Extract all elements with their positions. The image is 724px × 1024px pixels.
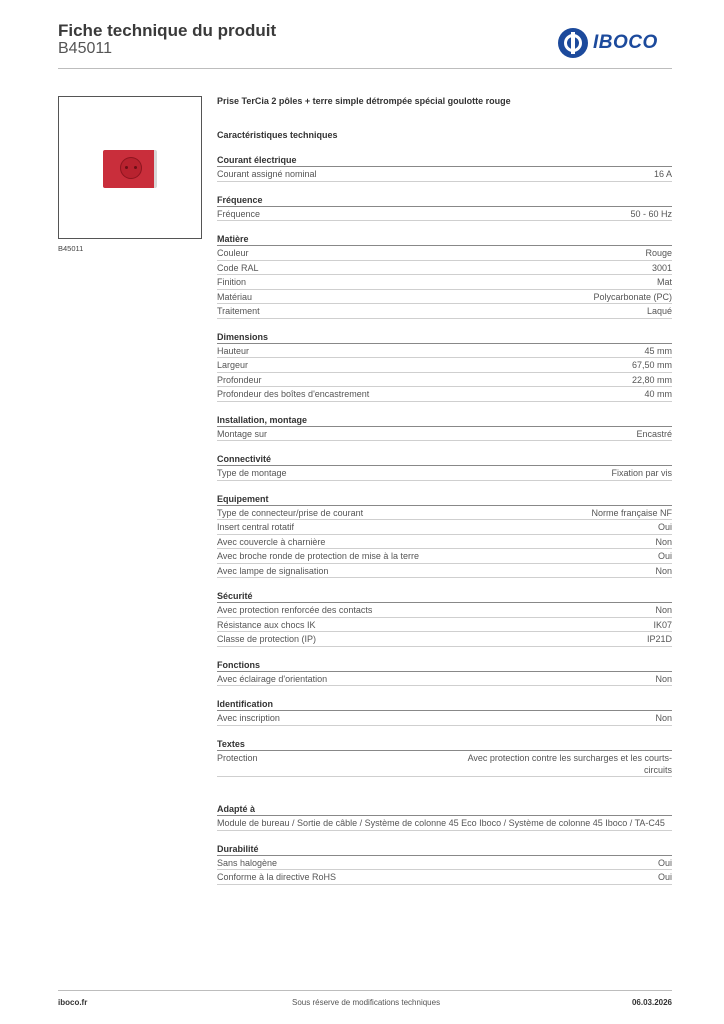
spec-label: Montage sur (217, 428, 268, 439)
spec-section (217, 738, 672, 777)
section-title: Identification (217, 698, 672, 711)
spec-value: 67,50 mm (631, 360, 672, 370)
spec-value: 40 mm (644, 389, 672, 399)
spec-value: IK07 (653, 619, 672, 630)
spec-row (217, 261, 672, 276)
spec-section (217, 453, 672, 481)
spec-value: Laqué (646, 306, 672, 316)
spec-row (217, 535, 672, 550)
spec-value: Non (655, 536, 672, 547)
spec-row (217, 549, 672, 564)
spec-label: Avec éclairage d'orientation (217, 673, 328, 684)
product-name: Prise TerCia 2 pôles + terre simple détrompée spécial goulotte rouge (217, 96, 511, 106)
iboco-logo (558, 28, 658, 58)
spec-value: Norme française NF (591, 507, 672, 518)
spec-section (217, 590, 672, 647)
spec-row (217, 246, 672, 261)
spec-section (217, 233, 672, 319)
spec-value: 22,80 mm (631, 374, 672, 385)
spec-row (217, 632, 672, 647)
spec-sections (217, 154, 672, 777)
section-title: Textes (217, 738, 672, 751)
spec-row (217, 564, 672, 579)
spec-row (217, 358, 672, 373)
spec-content (217, 95, 672, 885)
spec-value: 45 mm (644, 345, 672, 356)
spec-label: Hauteur (217, 345, 250, 356)
page-title: Fiche technique du produit (58, 21, 277, 40)
spec-label: Sans halogène (217, 857, 278, 868)
spec-value: Encastré (636, 428, 672, 439)
footer-date: 06.03.2026 (631, 998, 672, 1007)
spec-label: Avec protection renforcée des contacts (217, 605, 373, 615)
spec-label: Conforme à la directive RoHS (217, 872, 337, 882)
adapted-section (217, 803, 672, 831)
spec-row (217, 167, 672, 182)
spec-label: Profondeur des boîtes d'encastrement (217, 389, 370, 399)
spec-section (217, 331, 672, 402)
spec-row (217, 466, 672, 481)
spec-label: Matériau (217, 291, 253, 302)
spec-value: Non (655, 673, 672, 684)
footer-website[interactable]: iboco.fr (58, 998, 88, 1007)
iboco-logo-icon (558, 28, 588, 58)
spec-label: Profondeur (217, 374, 262, 385)
spec-label: Avec couvercle à charnière (217, 536, 326, 547)
spec-row (217, 207, 672, 222)
section-title: Installation, montage (217, 414, 672, 427)
spec-value: Avec protection contre les surcharges et les courts-circuits (467, 752, 672, 775)
section-title: Durabilité (217, 843, 672, 856)
spec-label: Type de connecteur/prise de courant (217, 507, 364, 518)
spec-row (217, 751, 672, 777)
spec-value: Oui (657, 857, 672, 868)
spec-value: Rouge (645, 248, 672, 258)
spec-value: Non (655, 565, 672, 576)
spec-label: Classe de protection (IP) (217, 634, 317, 644)
spec-label: Courant assigné nominal (217, 169, 317, 179)
section-title: Connectivité (217, 453, 672, 466)
spec-row (217, 672, 672, 687)
spec-section (217, 659, 672, 687)
spec-value: 16 A (653, 169, 672, 179)
spec-section (217, 194, 672, 222)
spec-row (217, 711, 672, 726)
spec-label: Code RAL (217, 262, 259, 273)
spec-section (217, 414, 672, 442)
spec-label: Avec lampe de signalisation (217, 565, 329, 576)
durability-section (217, 843, 672, 885)
spec-label: Traitement (217, 306, 260, 316)
spec-row (217, 275, 672, 290)
spec-value: Mat (656, 277, 672, 287)
spec-value: 3001 (651, 262, 672, 273)
section-title: Fréquence (217, 194, 672, 207)
spec-value: Oui (657, 872, 672, 882)
tech-characteristics-title: Caractéristiques techniques (217, 130, 338, 140)
spec-value: Oui (657, 551, 672, 561)
socket-outlet-picture (103, 150, 157, 188)
spec-label: Largeur (217, 360, 249, 370)
spec-value: 50 - 60 Hz (630, 208, 672, 219)
spec-row (217, 427, 672, 442)
spec-row (217, 870, 672, 885)
spec-row (217, 618, 672, 633)
logo-text: IBOCO (593, 32, 658, 53)
spec-label: Finition (217, 277, 247, 287)
section-title: Equipement (217, 493, 672, 506)
spec-row (217, 290, 672, 305)
section-title: Dimensions (217, 331, 672, 344)
spec-row (217, 603, 672, 618)
spec-row (217, 856, 672, 871)
adapted-text: Module de bureau / Sortie de câble / Système de colonne 45 Eco Iboco / Système de colonne 45 Iboco / TA-C45 (217, 816, 672, 831)
spec-label: Avec inscription (217, 713, 280, 723)
image-caption: B45011 (58, 244, 84, 253)
spec-value: Oui (657, 522, 672, 532)
spec-row (217, 506, 672, 521)
spec-label: Résistance aux chocs IK (217, 619, 316, 630)
spec-section (217, 698, 672, 726)
spec-value: IP21D (646, 634, 672, 644)
product-image (58, 96, 202, 239)
spec-section (217, 154, 672, 182)
spec-value: Fixation par vis (611, 468, 672, 478)
spec-row (217, 304, 672, 319)
socket-face (120, 157, 142, 179)
spec-label: Type de montage (217, 468, 287, 478)
section-title: Courant électrique (217, 154, 672, 167)
spec-value: Non (655, 605, 672, 615)
section-title: Sécurité (217, 590, 672, 603)
spec-value: Polycarbonate (PC) (593, 291, 672, 302)
footer-notice: Sous réserve de modifications techniques (292, 998, 441, 1007)
section-title: Matière (217, 233, 672, 246)
spec-row (217, 520, 672, 535)
spec-row (217, 387, 672, 402)
spec-label: Insert central rotatif (217, 522, 295, 532)
footer-divider (58, 990, 672, 991)
spec-label: Protection (217, 752, 258, 763)
spec-label: Fréquence (217, 208, 261, 219)
spec-value: Non (655, 713, 672, 723)
section-title: Adapté à (217, 803, 672, 816)
product-reference: B45011 (58, 40, 112, 57)
spec-section (217, 493, 672, 579)
spec-row (217, 344, 672, 359)
section-title: Fonctions (217, 659, 672, 672)
spec-label: Couleur (217, 248, 249, 258)
header-divider (58, 68, 672, 69)
spec-row (217, 373, 672, 388)
spec-label: Avec broche ronde de protection de mise à la terre (217, 551, 419, 561)
